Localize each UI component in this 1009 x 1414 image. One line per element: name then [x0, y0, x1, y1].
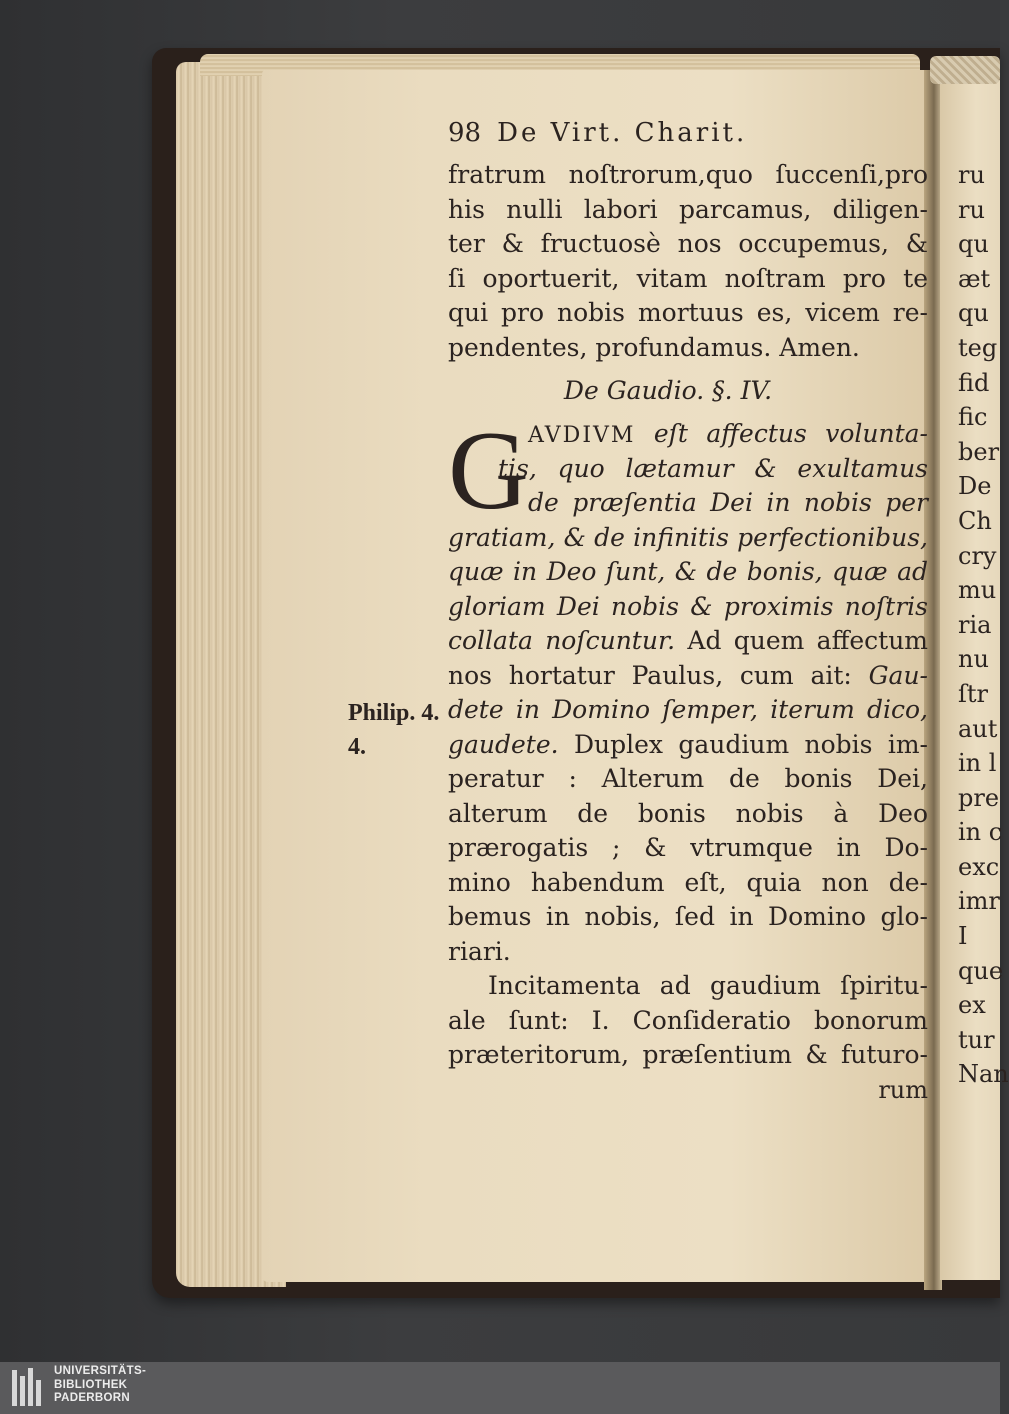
- right-page-text: [958, 158, 1009, 1092]
- text-line: prærogatis ; & vtrumque in Do-: [448, 833, 928, 862]
- text-fragment: I: [958, 922, 968, 951]
- text-line: [448, 728, 928, 763]
- text-fragment: ru: [958, 161, 985, 189]
- text-fragment: Ch: [958, 506, 992, 535]
- text-fragment: aut: [958, 714, 998, 743]
- library-logo-text: [54, 1365, 146, 1406]
- text-fragment: qu: [958, 230, 989, 259]
- text-fragment: qu: [958, 299, 989, 328]
- margin-note-verse: 4.: [348, 734, 366, 760]
- text-fragment: teg: [958, 333, 998, 362]
- text-fragment: que: [958, 956, 1004, 985]
- text-fragment: fid: [958, 368, 990, 397]
- text-fragment: æt: [958, 264, 991, 293]
- logo-line: BIBLIOTHEK: [54, 1378, 128, 1391]
- running-header: [448, 116, 928, 158]
- text-line: pendentes, profundamus. Amen.: [448, 332, 860, 362]
- logo-line: PADERBORN: [54, 1392, 130, 1404]
- text-line: bemus in nobis, ſed in Domino glo-: [448, 902, 928, 931]
- text-line: tis, quo lætamur & exultamus: [498, 453, 928, 483]
- text-line: gratiam, & de infinitis perfectionibus,: [448, 522, 928, 552]
- italic-text: collata noſcuntur.: [448, 626, 676, 655]
- text-fragment: ex: [958, 991, 986, 1020]
- text-line: [448, 659, 928, 694]
- section-heading: De Gaudio. §. IV.: [563, 376, 773, 405]
- text-fragment: nu: [958, 645, 989, 674]
- text-line: mino habendum eſt, quia non de-: [448, 867, 928, 897]
- text-fragment: tur: [958, 1025, 995, 1054]
- italic-text: gaudete.: [448, 729, 559, 759]
- text-fragment: ria: [958, 610, 992, 639]
- text-line: ſi oportuerit, vitam noſtram pro te: [448, 263, 928, 293]
- text-line: peratur : Alterum de bonis Dei,: [448, 764, 928, 793]
- text-fragment: fic: [958, 403, 988, 432]
- running-title: De Virt. Charit.: [497, 118, 748, 148]
- text-line: præteritorum, præſentium & futuro-: [448, 1040, 928, 1069]
- text-fragment: cry: [958, 541, 997, 570]
- text-line: de præſentia Dei in nobis per: [528, 488, 928, 517]
- text-line: his nulli labori parcamus, diligen-: [448, 194, 928, 224]
- text-line: dete in Domino ſemper, iterum dico,: [448, 695, 928, 724]
- italic-text: Gau-: [868, 660, 928, 690]
- text-fragment: ſtr: [958, 679, 988, 708]
- text-line: riari.: [448, 936, 511, 966]
- text-fragment: ber: [958, 437, 1000, 466]
- catchword: rum: [878, 1075, 928, 1104]
- drop-cap: G: [448, 409, 529, 533]
- text-fragment: mu: [958, 576, 997, 605]
- text-fragment: pre: [958, 783, 1000, 812]
- library-footer-bar: [0, 1362, 1000, 1414]
- text-line: ter & fructuosè nos occupemus, &: [448, 229, 928, 258]
- small-caps-word: AVDIVM: [528, 423, 636, 448]
- roman-text: nos hortatur Paulus, cum ait:: [448, 660, 852, 690]
- text-fragment: in l: [958, 749, 997, 778]
- italic-text: eſt affectus volunta-: [653, 419, 928, 448]
- text-fragment: in c: [958, 818, 1003, 847]
- text-line: alterum de bonis nobis à Deo: [448, 798, 928, 828]
- text-line: fratrum noſtrorum,quo ſuccenſi,pro: [448, 160, 928, 189]
- roman-text: Ad quem affectum: [687, 626, 928, 655]
- text-fragment: Nan: [958, 1060, 1009, 1089]
- roman-text: Duplex gaudium nobis im-: [573, 729, 928, 759]
- text-line: [448, 624, 928, 659]
- text-line: quæ in Deo ſunt, & de bonis, quæ ad: [448, 557, 928, 586]
- main-text-block: [448, 116, 928, 1103]
- text-fragment: imr: [958, 887, 1000, 916]
- text-line: ale ſunt: I. Conſideratio bonorum: [448, 1005, 928, 1035]
- text-fragment: ru: [958, 195, 985, 224]
- text-fragment: exc: [958, 852, 1000, 881]
- text-line: qui pro nobis mortuus es, vicem re-: [448, 298, 928, 327]
- page-number: 98: [448, 118, 482, 148]
- library-logo-icon: [10, 1366, 46, 1410]
- bookmark-ribbon: [930, 56, 1000, 84]
- logo-line: UNIVERSITÄTS-: [54, 1365, 147, 1377]
- text-line: Incitamenta ad gaudium ſpiritu-: [488, 971, 928, 1000]
- text-line: gloriam Dei nobis & proximis noſtris: [448, 591, 928, 621]
- text-fragment: De: [958, 472, 992, 501]
- margin-note: [348, 696, 444, 764]
- dropcap-paragraph: [448, 409, 928, 533]
- margin-note-reference: Philip. 4.: [348, 700, 440, 726]
